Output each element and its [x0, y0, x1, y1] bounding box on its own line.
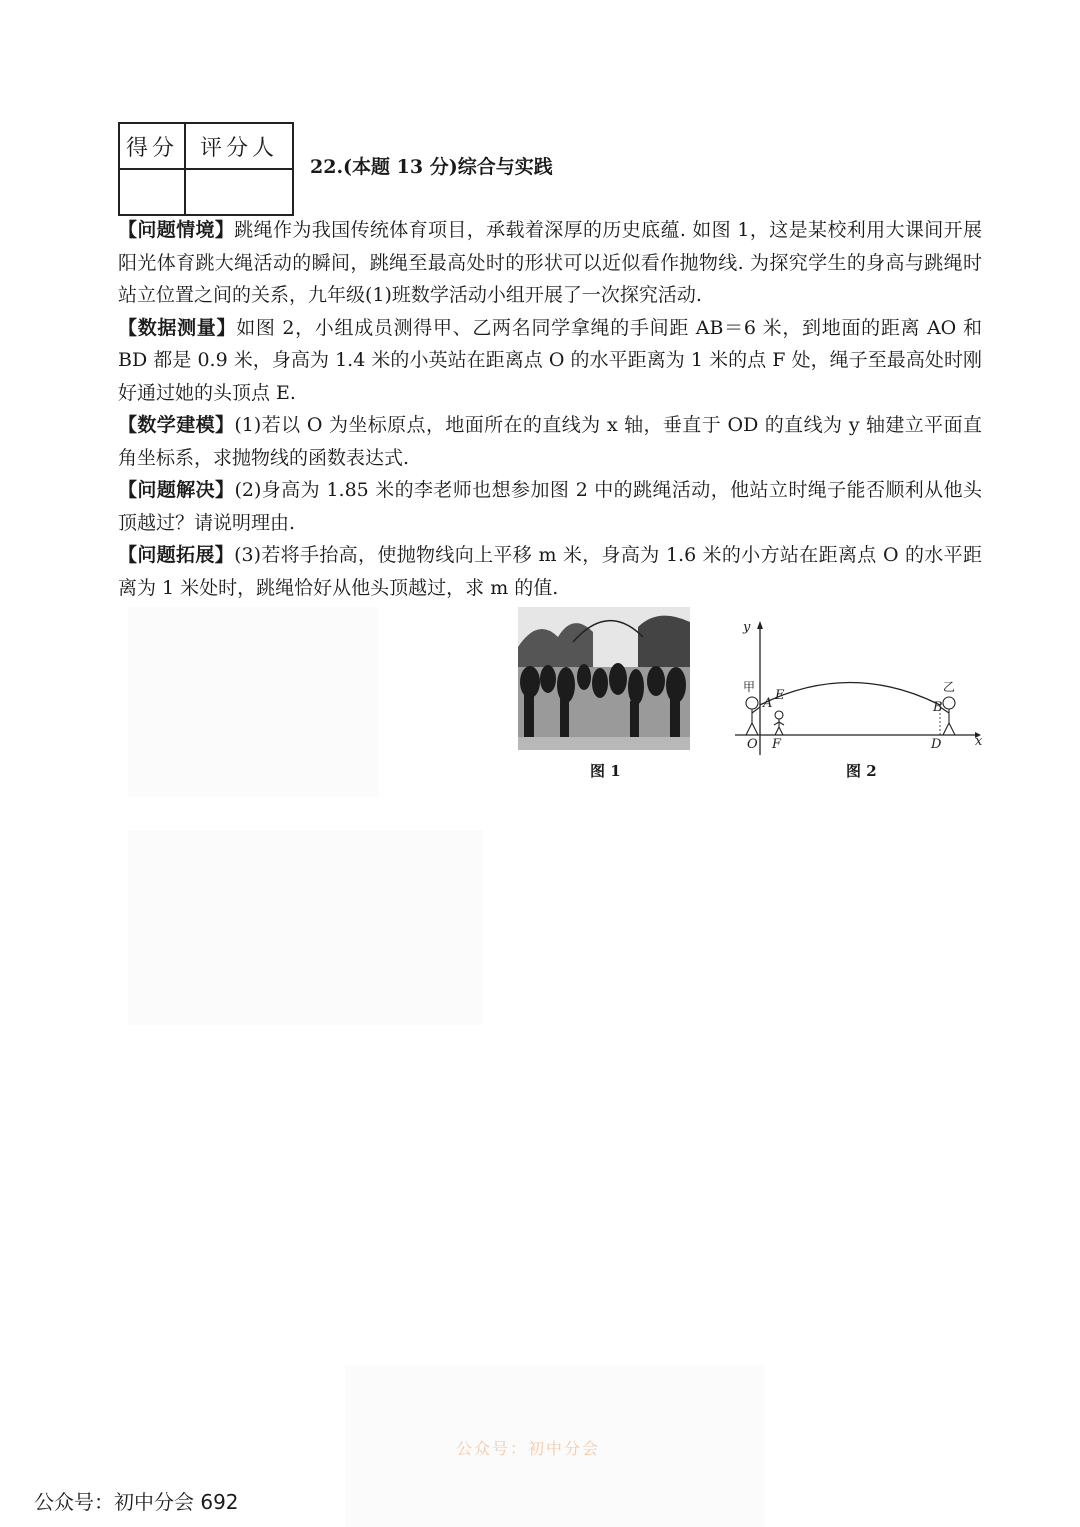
section-tag: 【数据测量】: [118, 316, 237, 339]
paragraph-measurement: [118, 312, 982, 410]
score-cell: [119, 169, 185, 215]
label-a: A: [763, 696, 773, 711]
figure1-caption: 图 1: [590, 762, 621, 780]
label-d: D: [931, 737, 942, 752]
score-header: 得分: [119, 123, 185, 169]
figure2-diagram: [735, 615, 990, 760]
section-tag: 【问题拓展】: [118, 544, 235, 566]
watermark: 公众号：初中分会: [456, 1439, 601, 1458]
grader-header: 评分人: [185, 123, 293, 169]
score-table: [118, 122, 294, 216]
section-tag: 【问题情境】: [118, 219, 235, 241]
question-body: [118, 214, 982, 604]
label-o: O: [747, 737, 758, 752]
paragraph-text: (3)若将手抬高，使抛物线向上平移 m 米，身高为 1.6 米的小方站在距离点 O 的水平距离为 1 米处时，跳绳恰好从他头顶越过，求 m 的值.: [118, 544, 982, 599]
section-tag: 【问题解决】: [118, 479, 235, 501]
person-jia-icon: [746, 697, 760, 735]
faint-scan-area: [128, 607, 378, 797]
paragraph-modeling: [118, 409, 982, 474]
person-xiaoying-icon: [774, 711, 784, 735]
faint-scan-area: [128, 830, 483, 1025]
paragraph-context: [118, 214, 982, 312]
paragraph-extension: [118, 539, 982, 604]
label-b: B: [933, 700, 943, 715]
footer-text: 公众号：初中分会 692: [34, 1490, 239, 1514]
paragraph-solving: [118, 474, 982, 539]
paragraph-text: 跳绳作为我国传统体育项目，承载着深厚的历史底蕴. 如图 1，这是某校利用大课间开展阳光体育跳大绳活动的瞬间，跳绳至最高处时的形状可以近似看作抛物线. 为探究学生的身高与跳绳时站立位置之间的关系，九年级(1)班数学活动小组开展了一次探究活动.: [118, 219, 982, 306]
figure1-photo: [518, 607, 690, 750]
label-jia: 甲: [743, 680, 756, 694]
figure2-caption: 图 2: [846, 762, 877, 780]
paragraph-text: 如图 2，小组成员测得甲、乙两名同学拿绳的手间距 AB＝6 米，到地面的距离 AO 和 BD 都是 0.9 米，身高为 1.4 米的小英站在距离点 O 的水平距离为 1 米的点 F 处，绳子至最高处时刚好通过她的头顶点 E.: [118, 316, 982, 404]
label-f: F: [772, 737, 782, 752]
rope-parabola: [760, 683, 940, 706]
label-x: x: [975, 734, 983, 749]
label-y: y: [743, 620, 751, 635]
y-axis-arrow-icon: [757, 621, 763, 629]
question-title: 22.(本题 13 分)综合与实践: [310, 156, 553, 178]
label-yi: 乙: [943, 680, 956, 694]
grader-cell: [185, 169, 293, 215]
label-e: E: [775, 688, 785, 703]
section-tag: 【数学建模】: [118, 414, 235, 436]
paragraph-text: (1)若以 O 为坐标原点，地面所在的直线为 x 轴，垂直于 OD 的直线为 y 轴建立平面直角坐标系，求抛物线的函数表达式.: [118, 414, 982, 469]
paragraph-text: (2)身高为 1.85 米的李老师也想参加图 2 中的跳绳活动，他站立时绳子能否顺利从他头顶越过？请说明理由.: [118, 479, 982, 534]
